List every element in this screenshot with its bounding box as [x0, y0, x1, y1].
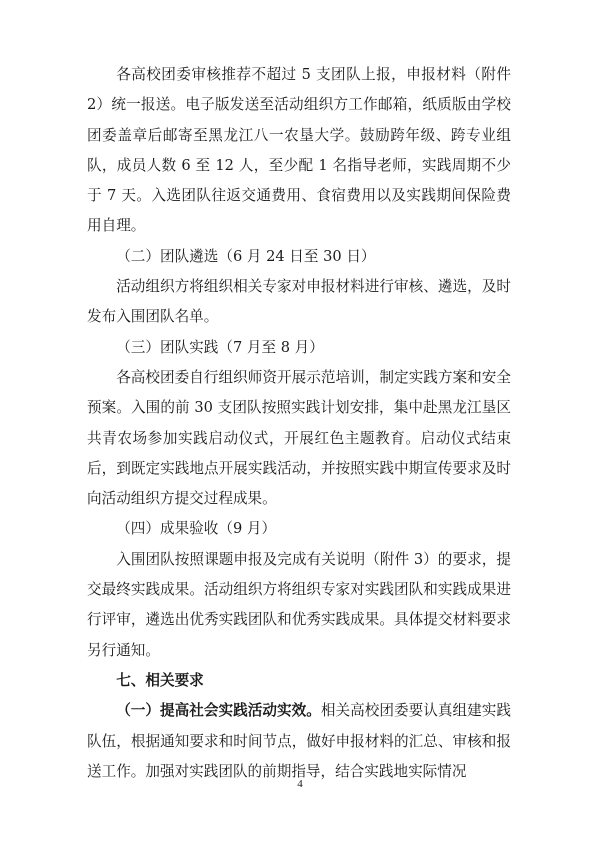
page-number: 4 [297, 778, 303, 790]
requirement-1-body: 相关高校团委要认真组建实践队伍，根据通知要求和时间节点，做好申报材料的汇总、审核和报送工作。加强对实践团队的前期指导，结合实践地实际情况 [87, 702, 511, 780]
paragraph-acceptance: 入围团队按照课题申报及完成有关说明（附件 3）的要求，提交最终实践成果。活动组织方将组织专家对实践团队和实践成果进行评审，遴选出优秀实践团队和优秀实践成果。具体提交材料要求另行通知。 [87, 550, 511, 659]
body-text [87, 60, 511, 787]
paragraph-selection: 活动组织方将组织相关专家对申报材料进行审核、遴选，及时发布入围团队名单。 [87, 278, 511, 326]
paragraph-practice: 各高校团委自行组织师资开展示范培训，制定实践方案和安全预案。入围的前 30 支团队按照实践计划安排，集中赴黑龙江垦区共青农场参加实践启动仪式，开展红色主题教育。启动仪式结束后，到既定实践地点开展实践活动，并按照实践中期宣传要求及时向活动组织方提交过程成果。 [87, 368, 511, 508]
heading-requirements: 七、相关要求 [116, 671, 204, 689]
paragraph-submission: 各高校团委审核推荐不超过 5 支团队上报，申报材料（附件 2）统一报送。电子版发送至活动组织方工作邮箱，纸质版由学校团委盖章后邮寄至黑龙江八一农垦大学。鼓励跨年级、跨专业组队，成员人数 6 至 12 人，至少配 1 名指导老师，实践周期不少于 7 天。入选团队往返交通费用、食宿费用以及实践期间保险费用自理。 [87, 66, 511, 235]
heading-team-selection: （二）团队遴选（6 月 24 日至 30 日） [116, 247, 376, 265]
heading-team-practice: （三）团队实践（7 月至 8 月） [116, 338, 324, 356]
paragraph-requirement-1 [87, 696, 511, 787]
heading-acceptance: （四）成果验收（9 月） [116, 520, 277, 538]
requirement-1-lead: （一）提高社会实践活动实效。 [116, 702, 321, 720]
